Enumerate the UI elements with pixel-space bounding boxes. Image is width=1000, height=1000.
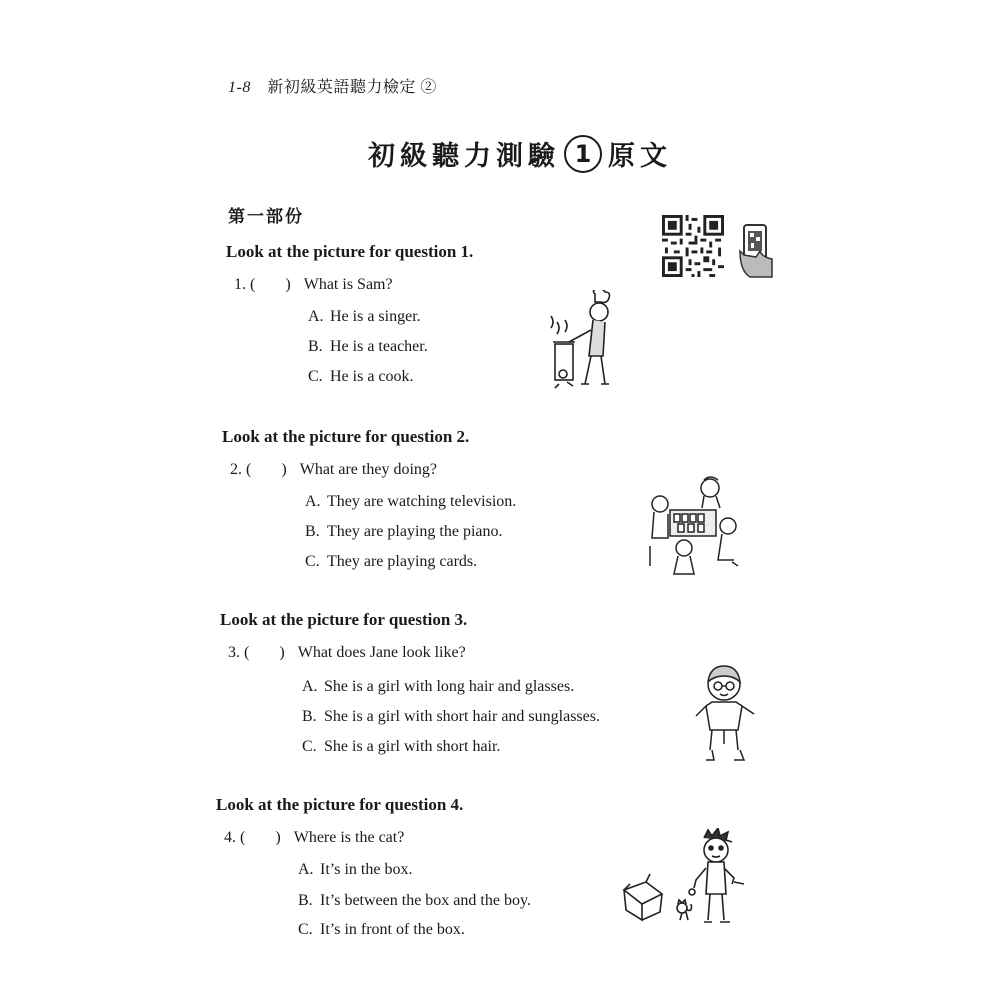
option-letter: C. [302,738,317,755]
question-2-heading: Look at the picture for question 2. [222,427,470,446]
option-text: They are watching television. [327,493,517,510]
option-a [302,678,574,696]
paren-close: ) [281,461,287,478]
option-a [305,493,516,511]
option-text: They are playing cards. [327,553,478,570]
option-letter: B. [308,338,323,355]
section-label: 第一部份 [228,207,304,226]
option-letter: B. [305,523,320,540]
option-letter: B. [298,892,313,909]
option-c [305,553,477,571]
option-text: It’s between the box and the boy. [320,892,531,909]
question-1-heading: Look at the picture for question 1. [226,242,474,261]
page-title [368,134,672,173]
paren-close: ) [285,276,291,293]
running-header [228,74,437,97]
answer-blank-1[interactable] [234,276,300,294]
page-number: 1-8 [228,79,251,96]
option-text: They are playing the piano. [327,523,503,540]
chef-illustration [545,290,617,390]
option-a [308,308,421,326]
option-letter: C. [308,368,323,385]
paren-close: ) [279,644,285,661]
question-3 [228,644,466,662]
book-title: 新初級英語聽力檢定 ② [267,79,437,96]
question-text: What does Jane look like? [297,644,466,661]
question-number: 1. ( [234,276,256,293]
question-3-heading: Look at the picture for question 3. [220,610,468,629]
question-1 [234,276,393,294]
title-number: 1 [564,135,602,173]
question-4-heading: Look at the picture for question 4. [216,795,464,814]
girl-illustration [690,664,762,768]
question-number: 3. ( [228,644,250,661]
option-c [308,368,414,386]
option-letter: B. [302,708,317,725]
option-c [298,921,465,939]
option-a [298,861,412,879]
paren-close: ) [275,829,281,846]
question-text: Where is the cat? [293,829,405,846]
answer-blank-2[interactable] [230,461,296,479]
option-letter: A. [302,678,318,695]
boy-box-cat-illustration [620,828,752,930]
question-number: 2. ( [230,461,252,478]
option-text: It’s in front of the box. [320,921,465,938]
question-2 [230,461,437,479]
option-text: He is a teacher. [330,338,428,355]
question-4 [224,829,404,847]
option-text: He is a singer. [330,308,421,325]
option-text: She is a girl with long hair and glasses. [324,678,575,695]
answer-blank-4[interactable] [224,829,290,847]
title-suffix: 原文 [608,141,672,171]
option-letter: A. [308,308,324,325]
question-text: What are they doing? [299,461,437,478]
option-b [298,892,531,910]
option-text: It’s in the box. [320,861,413,878]
option-b [302,708,600,726]
phone-scan-icon [738,223,774,281]
option-b [308,338,428,356]
option-letter: C. [298,921,313,938]
option-letter: A. [298,861,314,878]
option-text: She is a girl with short hair and sunglasses. [324,708,600,725]
qr-code-icon[interactable] [662,215,724,277]
option-letter: A. [305,493,321,510]
question-number: 4. ( [224,829,246,846]
answer-blank-3[interactable] [228,644,294,662]
mahjong-illustration [648,476,740,576]
option-text: She is a girl with short hair. [324,738,501,755]
question-text: What is Sam? [303,276,393,293]
option-letter: C. [305,553,320,570]
title-prefix: 初級聽力測驗 [368,141,560,171]
option-text: He is a cook. [330,368,414,385]
option-b [305,523,503,541]
option-c [302,738,500,756]
